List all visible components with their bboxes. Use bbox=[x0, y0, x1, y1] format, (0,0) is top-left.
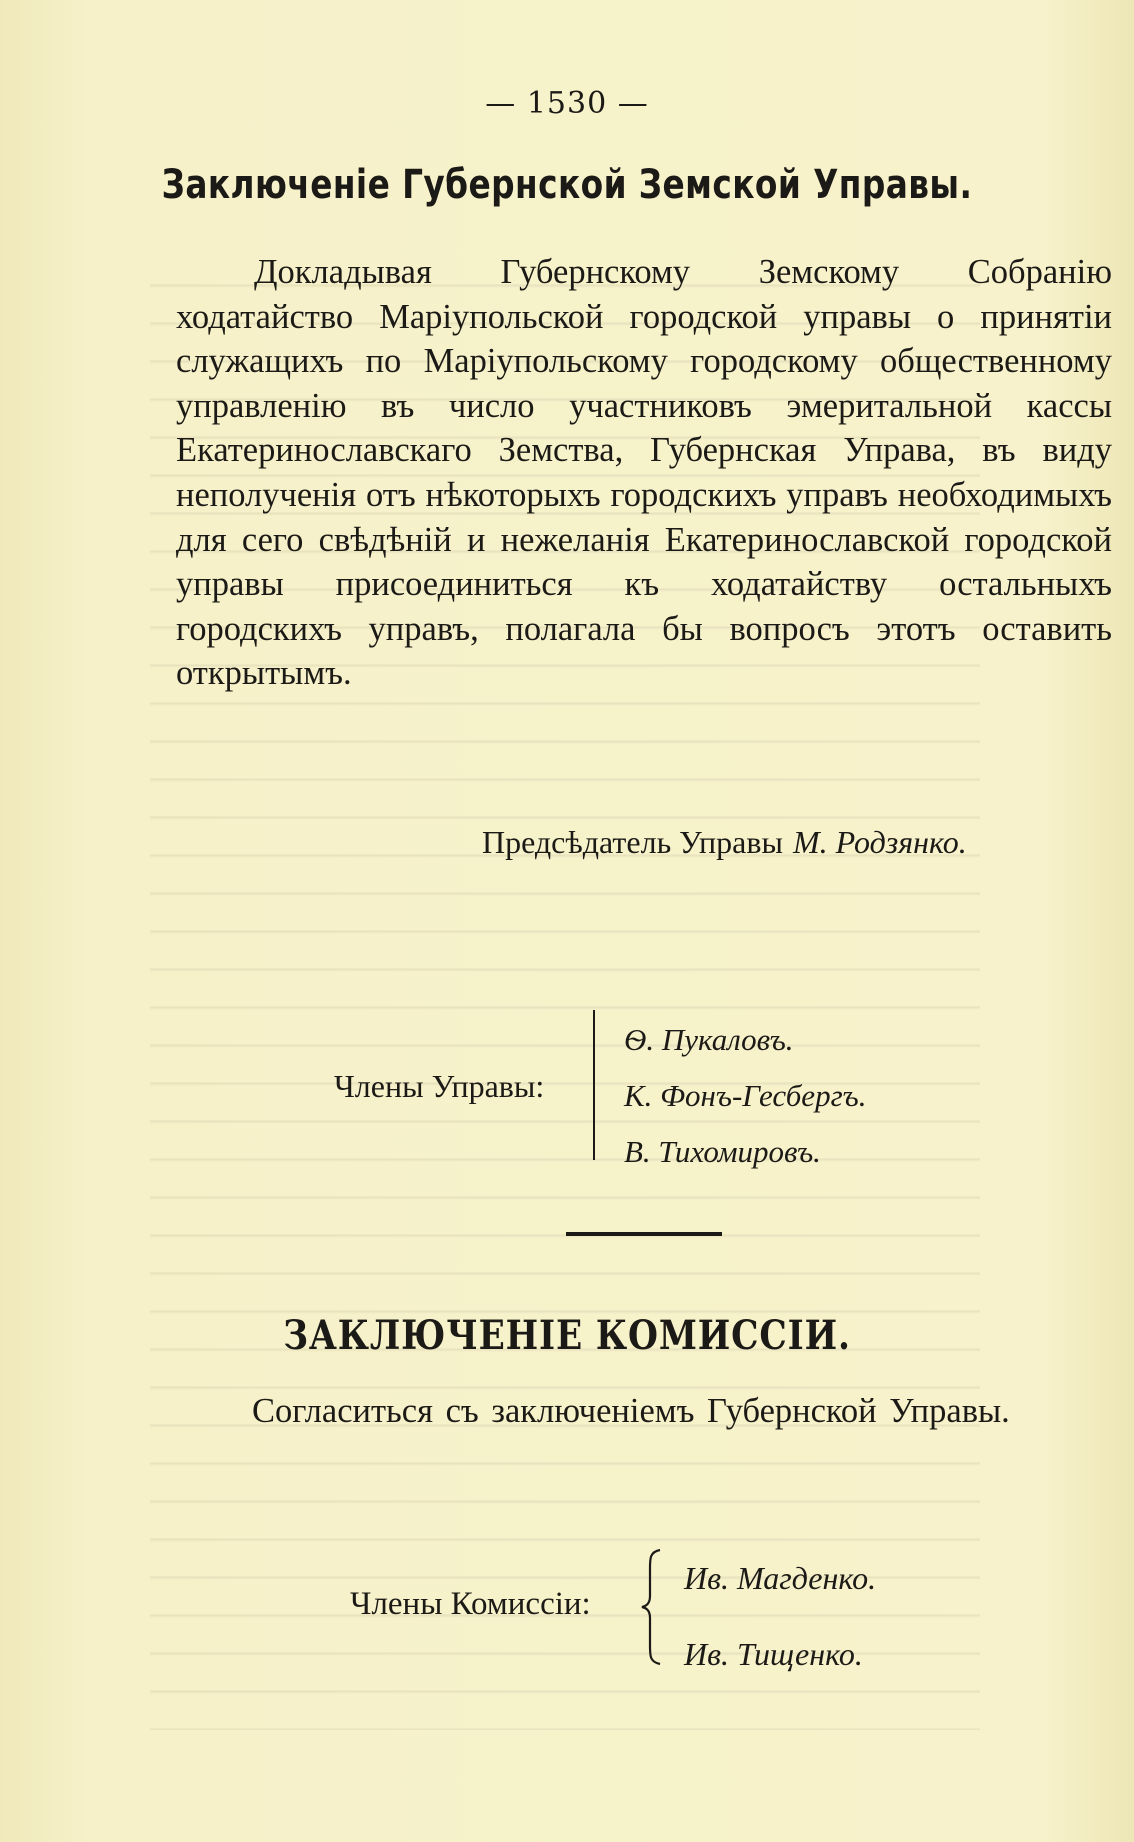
commission-conclusion: Согласиться съ заключенiемъ Губернской Управы. bbox=[252, 1392, 1010, 1430]
body-paragraph bbox=[176, 250, 1112, 696]
chairman-signature bbox=[482, 824, 967, 861]
section-divider bbox=[566, 1232, 722, 1236]
commission-member: Ив. Магденко. bbox=[684, 1560, 877, 1596]
commission-member: Ив. Тищенко. bbox=[684, 1636, 863, 1672]
commission-members-label: Члены Комиссiи: bbox=[350, 1586, 591, 1622]
board-members-label: Члены Управы: bbox=[334, 1068, 545, 1104]
chairman-title: Предсѣдатель Управы bbox=[482, 824, 783, 860]
chairman-name: М. Родзянко. bbox=[792, 824, 967, 860]
board-member: К. Фонъ-Гесбергъ. bbox=[624, 1078, 867, 1113]
paragraph-text: Докладывая Губернскому Земскому Собранiю ходатайство Марiупольской городской управы о принятiи служащихъ по Марiупольскому городскому общественному управленiю въ число участниковъ эмеритальной кассы Екатеринославскаго Земства, Губернская Управа, въ виду неполученiя отъ нѣкоторыхъ городскихъ управъ необходимыхъ для сего свѣдѣнiй и нежеланiя Екатеринославской городской управы присоединиться къ ходатайству остальныхъ городскихъ управъ, полагала бы вопросъ этотъ оставить открытымъ. bbox=[176, 253, 1112, 693]
board-members-list bbox=[624, 1012, 867, 1180]
page-number: — 1530 — bbox=[485, 86, 649, 121]
commission-members-list bbox=[684, 1540, 876, 1692]
section-heading: Заключенiе Губернской Земской Управы. bbox=[161, 162, 973, 208]
commission-heading: ЗАКЛЮЧЕНIЕ КОМИССIИ. bbox=[283, 1312, 851, 1359]
members-divider bbox=[593, 1010, 595, 1160]
board-member: В. Тихомировъ. bbox=[624, 1134, 821, 1169]
board-member: Ѳ. Пукаловъ. bbox=[624, 1022, 794, 1057]
brace-icon bbox=[640, 1548, 662, 1666]
